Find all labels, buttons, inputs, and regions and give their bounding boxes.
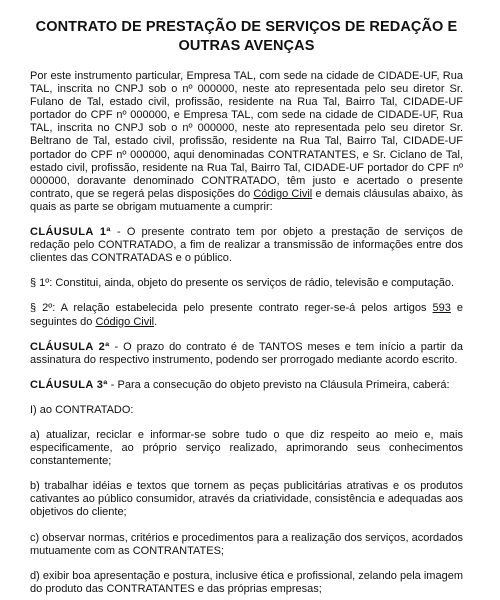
paragraph-1: § 1º: Constitui, ainda, objeto do presente os serviços de rádio, televisão e computação. [30,277,455,290]
clause-3 [30,379,463,392]
clause-2-label: CLÁUSULA 2ª [30,340,110,353]
codigo-civil-link-2[interactable]: Código Civil [95,315,155,328]
item-a: a) atualizar, reciclar e informar-se sobre tudo o que diz respeito ao meio e, mais especificamente, ao próprio serviço realizado, aprimorando seus conhecimentos constantemente; [30,428,463,468]
clause-1-label: CLÁUSULA 1ª [30,226,111,239]
intro-text-after-link: e demais cláusulas abaixo, às quais as parte se obrigam mutuamente a cumprir: [30,187,463,213]
item-i: I) ao CONTRATADO: [30,403,134,416]
paragraph-2-text-before: § 2º: A relação estabelecida pelo presente contrato reger-se-á pelos artigos [30,302,433,315]
clause-1-text: - O presente contrato tem por objeto a prestação de serviços de redação pelo CONTRATADO, a fim de realizar a transmissão de informações entre dos clientes das CONTRATADAS e o público. [30,226,463,265]
intro-text-before-link: Por este instrumento particular, Empresa TAL, com sede na cidade de CIDADE-UF, Rua TAL, inscrita no CNPJ sob o nº 000000, neste ato representada pelo seu diretor Sr. Fulano de Tal, estado civil, profissão, residente na Rua Tal, Bairro Tal, CIDADE-UF portador do CPF nº 000000, e Empresa TAL, com sede na cidade de CIDADE-UF, Rua TAL, inscrita no CNPJ sob o nº 000000, neste ato representada pelo seu diretor Sr. Beltrano de Tal, estado civil, profissão, residente na Rua Tal, Bairro Tal, CIDADE-UF portador do CPF nº 000000, aqui denominadas CONTRATANTES, e Sr. Ciclano de Tal, estado civil, profissão, residente na Rua Tal, Bairro Tal, CIDADE-UF portador do CPF nº 000000, doravante denominado CONTRATADO, têm justo e acertado o presente contrato, que se regerá pelas disposições do [30,70,463,200]
clause-2-text: - O prazo do contrato é de TANTOS meses e tem início a partir da assinatura do respectivo instrumento, podendo ser prorrogado mediante acordo escrito. [30,340,463,366]
clause-3-label: CLÁUSULA 3ª [30,378,108,391]
article-593-link[interactable]: 593 [432,302,451,315]
clause-3-text: - Para a consecução do objeto previsto na Cláusula Primeira, caberá: [107,378,450,391]
item-b: b) trabalhar idéias e textos que tornem as peças publicitárias atrativas e os produtos cativantes ao público consumidor, através da criatividade, consistência e adequadas aos objetivos do cliente; [30,480,463,519]
paragraph-2-text-middle: e seguintes do [30,302,463,328]
item-c: c) observar normas, critérios e procedimentos para a realização dos serviços, acordados mutuamente com as CONTRANTATES; [30,531,463,557]
clause-2 [30,341,463,367]
codigo-civil-link[interactable]: Código Civil [253,187,313,200]
paragraph-2 [30,302,463,328]
paragraph-2-text-after: . [154,315,158,328]
item-d: d) exibir boa apresentação e postura, inclusive ética e profissional, zelando pela imagem do produto das CONTRATANTES e das próprias empresas; [30,569,463,595]
document-title: CONTRATO DE PRESTAÇÃO DE SERVIÇOS DE REDAÇÃO E OUTRAS AVENÇAS [35,19,458,54]
clause-1 [30,226,463,265]
intro-paragraph [30,70,463,214]
